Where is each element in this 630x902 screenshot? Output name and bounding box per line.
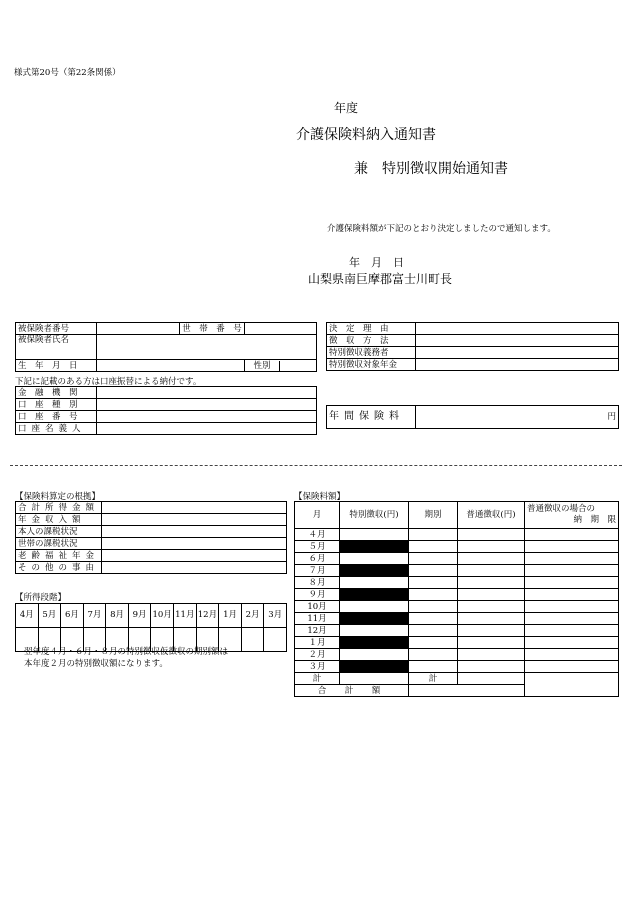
period-cell[interactable] xyxy=(409,529,458,541)
basis-row-value[interactable] xyxy=(102,562,287,574)
premium-month: ２月 xyxy=(295,649,340,661)
income-month: 10月 xyxy=(151,604,174,628)
col-normal-header: 普通徴収(円) xyxy=(458,502,525,529)
premium-row xyxy=(295,613,619,625)
cut-line xyxy=(10,465,622,466)
income-month: 3月 xyxy=(264,604,287,628)
premium-month: ６月 xyxy=(295,553,340,565)
person-table xyxy=(15,322,317,372)
bank-table xyxy=(15,386,317,435)
account-no-label: 口 座 番 号 xyxy=(16,411,97,423)
subtotal-special[interactable] xyxy=(340,673,409,685)
special-pension-value[interactable] xyxy=(416,359,619,371)
special-amount[interactable] xyxy=(340,541,409,553)
premium-row xyxy=(295,649,619,661)
basis-row-label: その他の事由 xyxy=(16,562,102,574)
premium-month: ３月 xyxy=(295,661,340,673)
period-cell[interactable] xyxy=(409,589,458,601)
decision-table xyxy=(326,322,619,371)
income-note-2: 本年度２月の特別徴収額になります。 xyxy=(24,659,168,669)
basis-row-value[interactable] xyxy=(102,550,287,562)
decision-reason-value[interactable] xyxy=(416,323,619,335)
premium-month: ５月 xyxy=(295,541,340,553)
premium-month: ９月 xyxy=(295,589,340,601)
premium-title: 【保険料額】 xyxy=(294,492,346,502)
income-stage-cell[interactable] xyxy=(264,628,287,652)
total-label: 合 計 額 xyxy=(295,685,409,697)
normal-amount[interactable] xyxy=(458,625,525,637)
premium-row xyxy=(295,553,619,565)
premium-month: ８月 xyxy=(295,577,340,589)
form-number: 様式第20号（第22条関係） xyxy=(14,68,121,78)
subtotal-label-2: 計 xyxy=(409,673,458,685)
special-amount[interactable] xyxy=(340,625,409,637)
basis-row-value[interactable] xyxy=(102,514,287,526)
normal-amount[interactable] xyxy=(458,577,525,589)
basis-row-value[interactable] xyxy=(102,526,287,538)
period-cell[interactable] xyxy=(409,601,458,613)
household-no-value[interactable] xyxy=(245,323,317,335)
premium-row xyxy=(295,625,619,637)
fiscal-year: 年度 xyxy=(334,101,359,115)
col-deadline-header-1: 普通徴収の場合の xyxy=(527,504,596,514)
basis-row-label: 世帯の課税状況 xyxy=(16,538,102,550)
premium-month: ７月 xyxy=(295,565,340,577)
period-cell[interactable] xyxy=(409,565,458,577)
deadline-empty xyxy=(525,673,619,697)
insured-no-label: 被保険者番号 xyxy=(16,323,97,335)
premium-row xyxy=(295,589,619,601)
bank-note: 下記に記載のある方は口座振替による納付です。 xyxy=(15,377,202,387)
premium-table xyxy=(294,501,619,697)
special-obligor-label: 特別徴収義務者 xyxy=(327,347,416,359)
premium-month: 11月 xyxy=(295,613,340,625)
normal-amount[interactable] xyxy=(458,649,525,661)
basis-row-label: 老齢福祉年金 xyxy=(16,550,102,562)
income-title: 【所得段階】 xyxy=(15,593,67,603)
premium-month: 12月 xyxy=(295,625,340,637)
income-month: 5月 xyxy=(38,604,61,628)
income-month: 7月 xyxy=(83,604,106,628)
special-amount[interactable] xyxy=(340,613,409,625)
premium-row xyxy=(295,577,619,589)
insured-name-label: 被保険者氏名 xyxy=(16,335,97,360)
account-type-label: 口 座 種 別 xyxy=(16,399,97,411)
income-month: 4月 xyxy=(16,604,39,628)
deadline-cell[interactable] xyxy=(525,541,619,553)
collection-method-value[interactable] xyxy=(416,335,619,347)
premium-row xyxy=(295,601,619,613)
income-stage-cell[interactable] xyxy=(241,628,264,652)
bank-institution-label: 金 融 機 関 xyxy=(16,387,97,399)
normal-amount[interactable] xyxy=(458,589,525,601)
normal-amount[interactable] xyxy=(458,565,525,577)
account-type-value[interactable] xyxy=(97,399,317,411)
period-cell[interactable] xyxy=(409,553,458,565)
premium-row xyxy=(295,661,619,673)
period-cell[interactable] xyxy=(409,541,458,553)
deadline-cell[interactable] xyxy=(525,601,619,613)
period-cell[interactable] xyxy=(409,649,458,661)
deadline-cell[interactable] xyxy=(525,589,619,601)
birthdate-value[interactable] xyxy=(97,360,245,372)
normal-amount[interactable] xyxy=(458,661,525,673)
special-amount[interactable] xyxy=(340,649,409,661)
annual-premium-label: 年間保険料 xyxy=(327,406,416,429)
deadline-cell[interactable] xyxy=(525,637,619,649)
special-amount[interactable] xyxy=(340,589,409,601)
income-month: 11月 xyxy=(174,604,197,628)
col-deadline-header-2: 納 期 限 xyxy=(573,515,616,525)
special-amount[interactable] xyxy=(340,553,409,565)
basis-title: 【保険料算定の根拠】 xyxy=(15,492,101,502)
premium-row xyxy=(295,541,619,553)
premium-month: ４月 xyxy=(295,529,340,541)
special-amount[interactable] xyxy=(340,577,409,589)
insured-no-value[interactable] xyxy=(97,323,180,335)
collection-method-label: 徴 収 方 法 xyxy=(327,335,416,347)
deadline-cell[interactable] xyxy=(525,529,619,541)
deadline-cell[interactable] xyxy=(525,625,619,637)
basis-row-label: 年金収入額 xyxy=(16,514,102,526)
annual-premium-value[interactable] xyxy=(416,406,619,429)
premium-row xyxy=(295,565,619,577)
premium-row xyxy=(295,529,619,541)
subtotal-normal[interactable] xyxy=(458,673,525,685)
period-cell[interactable] xyxy=(409,613,458,625)
normal-amount[interactable] xyxy=(458,613,525,625)
special-amount[interactable] xyxy=(340,601,409,613)
income-month: 9月 xyxy=(128,604,151,628)
basis-row-value[interactable] xyxy=(102,538,287,550)
period-cell[interactable] xyxy=(409,661,458,673)
household-no-label: 世 帯 番 号 xyxy=(180,323,245,335)
special-obligor-value[interactable] xyxy=(416,347,619,359)
basis-row-value[interactable] xyxy=(102,502,287,514)
special-amount[interactable] xyxy=(340,661,409,673)
period-cell[interactable] xyxy=(409,577,458,589)
income-month: 12月 xyxy=(196,604,219,628)
account-no-value[interactable] xyxy=(97,411,317,423)
premium-row xyxy=(295,637,619,649)
bank-institution-value[interactable] xyxy=(97,387,317,399)
premium-month: １月 xyxy=(295,637,340,649)
insured-name-value[interactable] xyxy=(97,335,317,360)
normal-amount[interactable] xyxy=(458,601,525,613)
decision-reason-label: 決 定 理 由 xyxy=(327,323,416,335)
issuer-name: 山梨県南巨摩郡富士川町長 xyxy=(308,272,453,286)
period-cell[interactable] xyxy=(409,637,458,649)
title-main: 介護保険料納入通知書 xyxy=(296,127,436,143)
income-month: 1月 xyxy=(219,604,242,628)
notice-text: 介護保険料額が下記のとおり決定しましたので通知します。 xyxy=(327,224,556,234)
deadline-cell[interactable] xyxy=(525,613,619,625)
normal-amount[interactable] xyxy=(458,637,525,649)
normal-amount[interactable] xyxy=(458,553,525,565)
title-sub: 兼 特別徴収開始通知書 xyxy=(354,161,508,177)
income-note-1: 翌年度４月・６月・８月の特別徴収仮徴収の期別額は xyxy=(24,647,229,657)
special-amount[interactable] xyxy=(340,637,409,649)
income-month: 8月 xyxy=(106,604,129,628)
deadline-cell[interactable] xyxy=(525,577,619,589)
special-pension-label: 特別徴収対象年金 xyxy=(327,359,416,371)
deadline-cell[interactable] xyxy=(525,661,619,673)
account-holder-value[interactable] xyxy=(97,423,317,435)
deadline-cell[interactable] xyxy=(525,565,619,577)
col-period-header: 期別 xyxy=(409,502,458,529)
yen-unit: 円 xyxy=(607,412,616,422)
premium-month: 10月 xyxy=(295,601,340,613)
birthdate-label: 生 年 月 日 xyxy=(16,360,97,372)
deadline-cell[interactable] xyxy=(525,649,619,661)
total-value[interactable] xyxy=(409,685,525,697)
special-amount[interactable] xyxy=(340,529,409,541)
deadline-cell[interactable] xyxy=(525,553,619,565)
period-cell[interactable] xyxy=(409,625,458,637)
col-special-header: 特別徴収(円) xyxy=(340,502,409,529)
special-amount[interactable] xyxy=(340,565,409,577)
col-month-header: 月 xyxy=(295,502,340,529)
income-month: 2月 xyxy=(241,604,264,628)
basis-row-label: 合計所得金額 xyxy=(16,502,102,514)
issue-date: 年 月 日 xyxy=(349,256,404,269)
account-holder-label: 口座名義人 xyxy=(16,423,97,435)
normal-amount[interactable] xyxy=(458,529,525,541)
sex-label: 性別 xyxy=(245,361,280,371)
subtotal-label: 計 xyxy=(295,673,340,685)
annual-premium-table xyxy=(326,405,619,429)
normal-amount[interactable] xyxy=(458,541,525,553)
basis-table xyxy=(15,501,287,574)
income-month: 6月 xyxy=(61,604,84,628)
basis-row-label: 本人の課税状況 xyxy=(16,526,102,538)
